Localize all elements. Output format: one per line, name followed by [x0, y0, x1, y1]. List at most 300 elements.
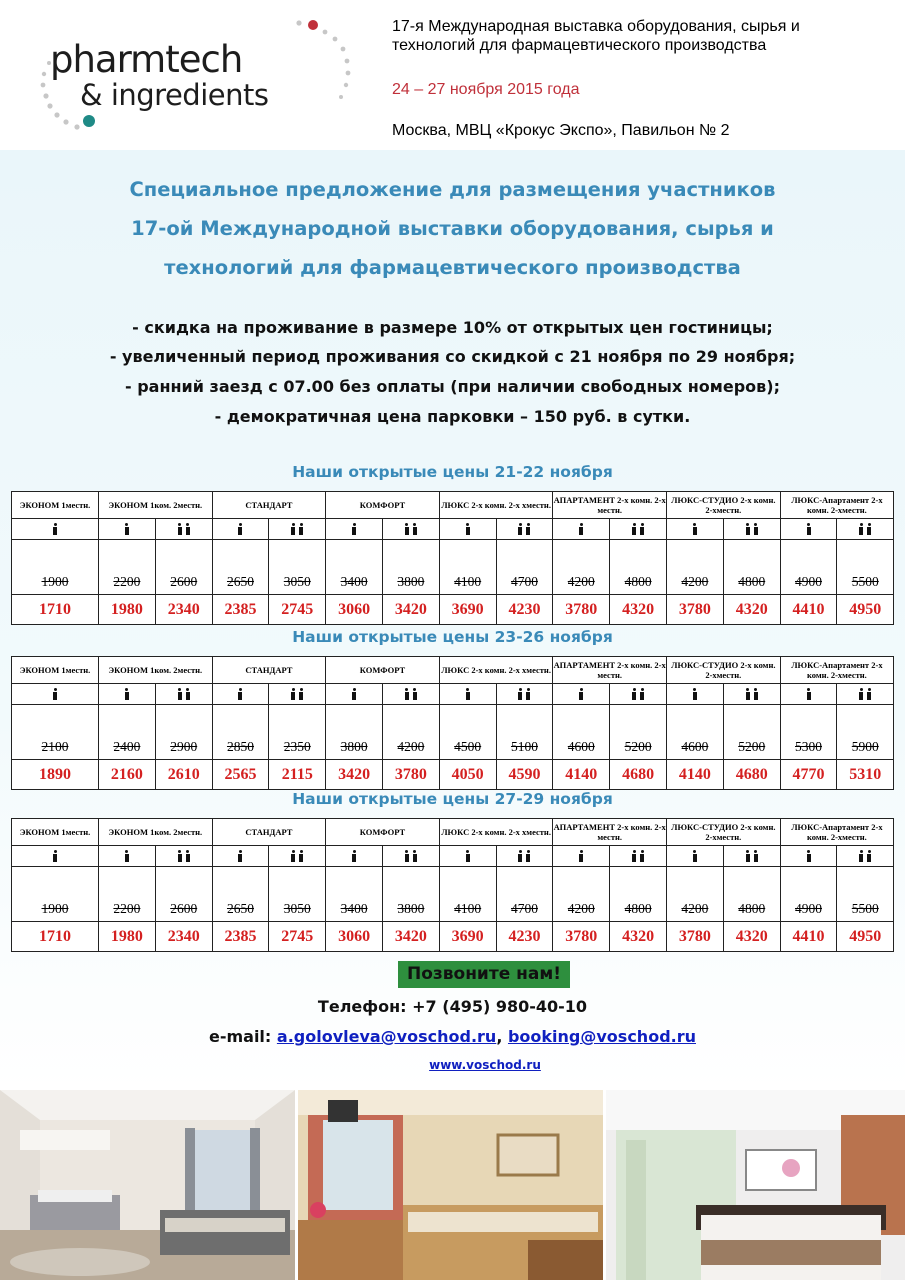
offer-bullet-period: - увеличенный период проживания со скидкой с 21 ноября по 29 ноября;	[109, 347, 796, 366]
call-us-banner: Позвоните нам!	[398, 961, 570, 988]
old-price-cell	[155, 705, 212, 760]
old-price-cell	[723, 705, 780, 760]
person-icon	[237, 688, 243, 700]
old-price-cell	[837, 540, 894, 595]
old-price: 5300	[795, 739, 822, 754]
old-price-cell	[382, 705, 439, 760]
room-type-header: ЭКОНОМ 1ком. 2местн.	[99, 819, 213, 846]
person-icon	[753, 523, 759, 535]
person-icon	[185, 688, 191, 700]
old-price: 4600	[681, 739, 709, 754]
old-price: 3400	[340, 574, 368, 589]
old-price-cell	[496, 540, 553, 595]
old-price-cell	[439, 867, 496, 922]
discounted-price: 4950	[837, 595, 894, 625]
double-occupancy-icon	[610, 684, 667, 705]
discounted-price: 2340	[155, 595, 212, 625]
old-price: 3400	[340, 901, 368, 916]
single-occupancy-icon	[12, 519, 99, 540]
price-table	[11, 491, 894, 625]
old-price: 1900	[41, 574, 69, 589]
old-price: 4800	[738, 901, 766, 916]
old-price-cell	[667, 867, 724, 922]
discounted-price: 2610	[155, 760, 212, 790]
old-price-cell	[326, 705, 383, 760]
person-icon	[290, 523, 296, 535]
old-price: 4200	[681, 901, 709, 916]
email-separator: ,	[496, 1027, 503, 1046]
offer-bullet-discount: - скидка на проживание в размере 10% от открытых цен гостиницы;	[132, 318, 773, 337]
person-icon	[745, 523, 751, 535]
discounted-price: 4140	[667, 760, 724, 790]
person-icon	[185, 523, 191, 535]
old-price: 2650	[226, 901, 254, 916]
person-icon	[185, 850, 191, 862]
event-name-line2: технологий для фармацевтического производства	[392, 37, 767, 54]
event-name-line1: 17-я Международная выставка оборудования, сырья и	[392, 18, 800, 35]
email-label: e-mail:	[208, 1027, 272, 1046]
discounted-price: 4230	[496, 922, 553, 952]
discounted-price: 2160	[99, 760, 156, 790]
discounted-price: 4320	[610, 595, 667, 625]
person-icon	[465, 850, 471, 862]
person-icon	[404, 850, 410, 862]
discounted-price: 2385	[212, 922, 269, 952]
discounted-price: 1710	[12, 922, 99, 952]
old-price-cell	[610, 705, 667, 760]
old-price: 4700	[510, 574, 538, 589]
discounted-price: 4320	[723, 595, 780, 625]
room-type-header: АПАРТАМЕНТ 2-х комн. 2-х местн.	[553, 492, 667, 519]
double-occupancy-icon	[496, 684, 553, 705]
discounted-price: 5310	[837, 760, 894, 790]
old-price: 4100	[454, 574, 482, 589]
old-price: 5900	[851, 739, 879, 754]
room-type-header: ЛЮКС 2-х комн. 2-х хместн.	[439, 657, 553, 684]
discounted-price: 4410	[780, 922, 837, 952]
old-price: 2350	[283, 739, 311, 754]
old-price-cell	[439, 540, 496, 595]
single-occupancy-icon	[780, 846, 837, 867]
single-occupancy-icon	[212, 846, 269, 867]
discounted-price: 2565	[212, 760, 269, 790]
person-icon	[52, 523, 58, 535]
old-price: 2600	[170, 574, 198, 589]
double-occupancy-icon	[610, 519, 667, 540]
old-price: 4900	[795, 574, 822, 589]
person-icon	[290, 688, 296, 700]
person-icon	[858, 523, 864, 535]
person-icon	[298, 523, 304, 535]
discounted-price: 3690	[439, 922, 496, 952]
old-price: 2850	[226, 739, 254, 754]
person-icon	[517, 523, 523, 535]
single-occupancy-icon	[780, 684, 837, 705]
person-icon	[866, 523, 872, 535]
person-icon	[639, 523, 645, 535]
person-icon	[124, 850, 130, 862]
offer-bullet-parking: - демократичная цена парковки – 150 руб. в сутки.	[214, 407, 691, 426]
old-price: 3050	[283, 901, 311, 916]
old-price-cell	[212, 540, 269, 595]
person-icon	[866, 688, 872, 700]
pharmtech-logo	[30, 14, 360, 134]
double-occupancy-icon	[837, 846, 894, 867]
discounted-price: 1980	[99, 922, 156, 952]
double-occupancy-icon	[496, 519, 553, 540]
person-icon	[692, 688, 698, 700]
discounted-price: 2385	[212, 595, 269, 625]
person-icon	[631, 523, 637, 535]
discounted-price: 4320	[723, 922, 780, 952]
room-type-header: ЛЮКС 2-х комн. 2-х хместн.	[439, 819, 553, 846]
room-type-header: ЭКОНОМ 1местн.	[12, 657, 99, 684]
discounted-price: 2745	[269, 595, 326, 625]
person-icon	[237, 850, 243, 862]
person-icon	[412, 523, 418, 535]
single-occupancy-icon	[780, 519, 837, 540]
website-link[interactable]: www.voschod.ru	[429, 1058, 541, 1072]
person-icon	[578, 688, 584, 700]
old-price: 2200	[113, 901, 141, 916]
old-price-cell	[12, 867, 99, 922]
discounted-price: 4680	[610, 760, 667, 790]
discounted-price: 3060	[326, 922, 383, 952]
discounted-price: 3780	[667, 595, 724, 625]
single-occupancy-icon	[439, 519, 496, 540]
single-occupancy-icon	[326, 519, 383, 540]
person-icon	[753, 688, 759, 700]
person-icon	[517, 688, 523, 700]
room-type-header: ЛЮКС-Апартамент 2-х комн. 2-хместн.	[780, 492, 894, 519]
room-type-header: ЭКОНОМ 1ком. 2местн.	[99, 657, 213, 684]
person-icon	[351, 523, 357, 535]
offer-title-line3: технологий для фармацевтического производства	[164, 256, 741, 279]
discounted-price: 3420	[382, 595, 439, 625]
website-line	[0, 1058, 905, 1072]
single-occupancy-icon	[326, 846, 383, 867]
old-price: 4900	[795, 901, 822, 916]
person-icon	[753, 850, 759, 862]
double-occupancy-icon	[269, 846, 326, 867]
single-occupancy-icon	[12, 846, 99, 867]
single-occupancy-icon	[439, 846, 496, 867]
person-icon	[177, 523, 183, 535]
old-price-cell	[780, 867, 837, 922]
logo-line1: pharmtech	[50, 38, 243, 81]
room-type-header: ЭКОНОМ 1местн.	[12, 819, 99, 846]
double-occupancy-icon	[723, 846, 780, 867]
double-occupancy-icon	[723, 519, 780, 540]
old-price-cell	[326, 540, 383, 595]
old-price: 3800	[397, 901, 425, 916]
old-price: 4200	[567, 574, 595, 589]
discounted-price: 3060	[326, 595, 383, 625]
discounted-price: 3780	[553, 595, 610, 625]
person-icon	[52, 688, 58, 700]
old-price-cell	[99, 540, 156, 595]
suite-room-image	[0, 1090, 295, 1280]
person-icon	[525, 523, 531, 535]
room-type-header: ЭКОНОМ 1ком. 2местн.	[99, 492, 213, 519]
discounted-price: 4590	[496, 760, 553, 790]
single-occupancy-icon	[12, 684, 99, 705]
price-period-title: Наши открытые цены 23-26 ноября	[292, 628, 613, 646]
old-price-cell	[667, 540, 724, 595]
old-price: 4200	[681, 574, 709, 589]
old-price: 2900	[170, 739, 198, 754]
discounted-price: 4140	[553, 760, 610, 790]
old-price: 5500	[851, 901, 879, 916]
person-icon	[631, 850, 637, 862]
standard-room-image	[298, 1090, 603, 1280]
person-icon	[465, 523, 471, 535]
old-price-cell	[837, 705, 894, 760]
old-price-cell	[553, 540, 610, 595]
discounted-price: 2745	[269, 922, 326, 952]
single-occupancy-icon	[553, 519, 610, 540]
room-type-header: АПАРТАМЕНТ 2-х комн. 2-х местн.	[553, 819, 667, 846]
person-icon	[525, 688, 531, 700]
double-occupancy-icon	[723, 684, 780, 705]
event-dates: 24 – 27 ноября 2015 года	[392, 81, 580, 98]
old-price: 4800	[624, 574, 652, 589]
person-icon	[412, 850, 418, 862]
old-price: 3050	[283, 574, 311, 589]
old-price: 5200	[738, 739, 766, 754]
room-type-header: ЛЮКС-СТУДИО 2-х комн. 2-хместн.	[667, 819, 781, 846]
price-table	[11, 656, 894, 790]
hotel-photo-standard	[298, 1090, 603, 1280]
room-type-header: ЛЮКС-Апартамент 2-х комн. 2-хместн.	[780, 657, 894, 684]
person-icon	[52, 850, 58, 862]
single-occupancy-icon	[667, 684, 724, 705]
discounted-price: 3780	[667, 922, 724, 952]
person-icon	[124, 688, 130, 700]
single-occupancy-icon	[553, 846, 610, 867]
email-line	[0, 1027, 905, 1046]
old-price-cell	[99, 867, 156, 922]
deluxe-room-image	[606, 1090, 905, 1280]
discounted-price: 4770	[780, 760, 837, 790]
person-icon	[517, 850, 523, 862]
old-price-cell	[496, 705, 553, 760]
header	[0, 0, 905, 150]
room-type-header: СТАНДАРТ	[212, 492, 326, 519]
person-icon	[412, 688, 418, 700]
old-price: 2650	[226, 574, 254, 589]
old-price-cell	[667, 705, 724, 760]
hotel-photo-deluxe	[606, 1090, 905, 1280]
person-icon	[124, 523, 130, 535]
double-occupancy-icon	[155, 846, 212, 867]
old-price-cell	[99, 705, 156, 760]
email-link-booking[interactable]: booking@voschod.ru	[507, 1027, 696, 1046]
person-icon	[465, 688, 471, 700]
discounted-price: 1980	[99, 595, 156, 625]
single-occupancy-icon	[99, 684, 156, 705]
person-icon	[806, 523, 812, 535]
double-occupancy-icon	[155, 684, 212, 705]
old-price-cell	[780, 540, 837, 595]
double-occupancy-icon	[496, 846, 553, 867]
room-type-header: ЛЮКС-СТУДИО 2-х комн. 2-хместн.	[667, 657, 781, 684]
old-price-cell	[496, 867, 553, 922]
person-icon	[290, 850, 296, 862]
discounted-price: 4680	[723, 760, 780, 790]
room-type-header: ЛЮКС-Апартамент 2-х комн. 2-хместн.	[780, 819, 894, 846]
old-price-cell	[439, 705, 496, 760]
person-icon	[298, 688, 304, 700]
old-price: 4800	[738, 574, 766, 589]
price-period-title: Наши открытые цены 21-22 ноября	[292, 463, 613, 481]
old-price-cell	[155, 867, 212, 922]
person-icon	[404, 523, 410, 535]
email-link-golovleva[interactable]: a.golovleva@voschod.ru	[276, 1027, 497, 1046]
person-icon	[298, 850, 304, 862]
old-price: 4700	[510, 901, 538, 916]
old-price-cell	[382, 867, 439, 922]
discounted-price: 4320	[610, 922, 667, 952]
discounted-price: 4050	[439, 760, 496, 790]
old-price-cell	[382, 540, 439, 595]
old-price-cell	[12, 540, 99, 595]
event-venue: Москва, МВЦ «Крокус Экспо», Павильон № 2	[392, 122, 730, 139]
double-occupancy-icon	[269, 519, 326, 540]
discounted-price: 3780	[553, 922, 610, 952]
old-price: 4200	[567, 901, 595, 916]
old-price-cell	[780, 705, 837, 760]
person-icon	[692, 523, 698, 535]
person-icon	[639, 688, 645, 700]
old-price-cell	[723, 867, 780, 922]
person-icon	[177, 850, 183, 862]
old-price-cell	[269, 867, 326, 922]
person-icon	[639, 850, 645, 862]
hotel-photo-suite	[0, 1090, 295, 1280]
double-occupancy-icon	[155, 519, 212, 540]
discounted-price: 4230	[496, 595, 553, 625]
person-icon	[578, 850, 584, 862]
single-occupancy-icon	[99, 519, 156, 540]
person-icon	[351, 850, 357, 862]
single-occupancy-icon	[99, 846, 156, 867]
offer-title-line2: 17-ой Международной выставки оборудования, сырья и	[131, 217, 774, 240]
old-price-cell	[553, 705, 610, 760]
discounted-price: 2115	[269, 760, 326, 790]
old-price-cell	[610, 867, 667, 922]
room-type-header: КОМФОРТ	[326, 819, 440, 846]
single-occupancy-icon	[553, 684, 610, 705]
double-occupancy-icon	[382, 846, 439, 867]
old-price-cell	[326, 867, 383, 922]
old-price: 4500	[454, 739, 482, 754]
single-occupancy-icon	[212, 519, 269, 540]
person-icon	[237, 523, 243, 535]
person-icon	[692, 850, 698, 862]
double-occupancy-icon	[837, 519, 894, 540]
old-price-cell	[212, 867, 269, 922]
discounted-price: 3780	[382, 760, 439, 790]
discounted-price: 4950	[837, 922, 894, 952]
old-price: 5100	[510, 739, 538, 754]
old-price: 2600	[170, 901, 198, 916]
person-icon	[806, 688, 812, 700]
person-icon	[745, 688, 751, 700]
single-occupancy-icon	[439, 684, 496, 705]
room-type-header: КОМФОРТ	[326, 492, 440, 519]
discounted-price: 1890	[12, 760, 99, 790]
single-occupancy-icon	[667, 846, 724, 867]
discounted-price: 3420	[326, 760, 383, 790]
room-type-header: СТАНДАРТ	[212, 657, 326, 684]
person-icon	[578, 523, 584, 535]
double-occupancy-icon	[382, 519, 439, 540]
single-occupancy-icon	[326, 684, 383, 705]
offer-bullet-early-checkin: - ранний заезд с 07.00 без оплаты (при наличии свободных номеров);	[124, 377, 780, 396]
room-type-header: ЭКОНОМ 1местн.	[12, 492, 99, 519]
old-price-cell	[610, 540, 667, 595]
old-price: 4100	[454, 901, 482, 916]
old-price: 2100	[41, 739, 69, 754]
old-price-cell	[723, 540, 780, 595]
person-icon	[858, 688, 864, 700]
old-price-cell	[12, 705, 99, 760]
old-price: 3800	[397, 574, 425, 589]
room-type-header: ЛЮКС 2-х комн. 2-х хместн.	[439, 492, 553, 519]
room-type-header: ЛЮКС-СТУДИО 2-х комн. 2-хместн.	[667, 492, 781, 519]
old-price: 5500	[851, 574, 879, 589]
person-icon	[404, 688, 410, 700]
old-price: 4600	[567, 739, 595, 754]
old-price: 2400	[113, 739, 141, 754]
old-price: 1900	[41, 901, 69, 916]
discounted-price: 2340	[155, 922, 212, 952]
offer-title-line1: Специальное предложение для размещения участников	[129, 178, 776, 201]
old-price: 3800	[340, 739, 368, 754]
old-price: 5200	[624, 739, 652, 754]
room-type-header: КОМФОРТ	[326, 657, 440, 684]
logo-line2: & ingredients	[80, 78, 269, 112]
old-price-cell	[212, 705, 269, 760]
room-type-header: СТАНДАРТ	[212, 819, 326, 846]
person-icon	[806, 850, 812, 862]
old-price-cell	[837, 867, 894, 922]
discounted-price: 3420	[382, 922, 439, 952]
old-price: 4800	[624, 901, 652, 916]
old-price-cell	[269, 705, 326, 760]
single-occupancy-icon	[212, 684, 269, 705]
old-price-cell	[553, 867, 610, 922]
person-icon	[866, 850, 872, 862]
old-price-cell	[155, 540, 212, 595]
person-icon	[858, 850, 864, 862]
room-type-header: АПАРТАМЕНТ 2-х комн. 2-х местн.	[553, 657, 667, 684]
single-occupancy-icon	[667, 519, 724, 540]
old-price-cell	[269, 540, 326, 595]
discounted-price: 3690	[439, 595, 496, 625]
person-icon	[745, 850, 751, 862]
person-icon	[525, 850, 531, 862]
old-price: 2200	[113, 574, 141, 589]
price-period-title: Наши открытые цены 27-29 ноября	[292, 790, 613, 808]
person-icon	[631, 688, 637, 700]
person-icon	[351, 688, 357, 700]
double-occupancy-icon	[610, 846, 667, 867]
double-occupancy-icon	[382, 684, 439, 705]
price-table	[11, 818, 894, 952]
double-occupancy-icon	[269, 684, 326, 705]
